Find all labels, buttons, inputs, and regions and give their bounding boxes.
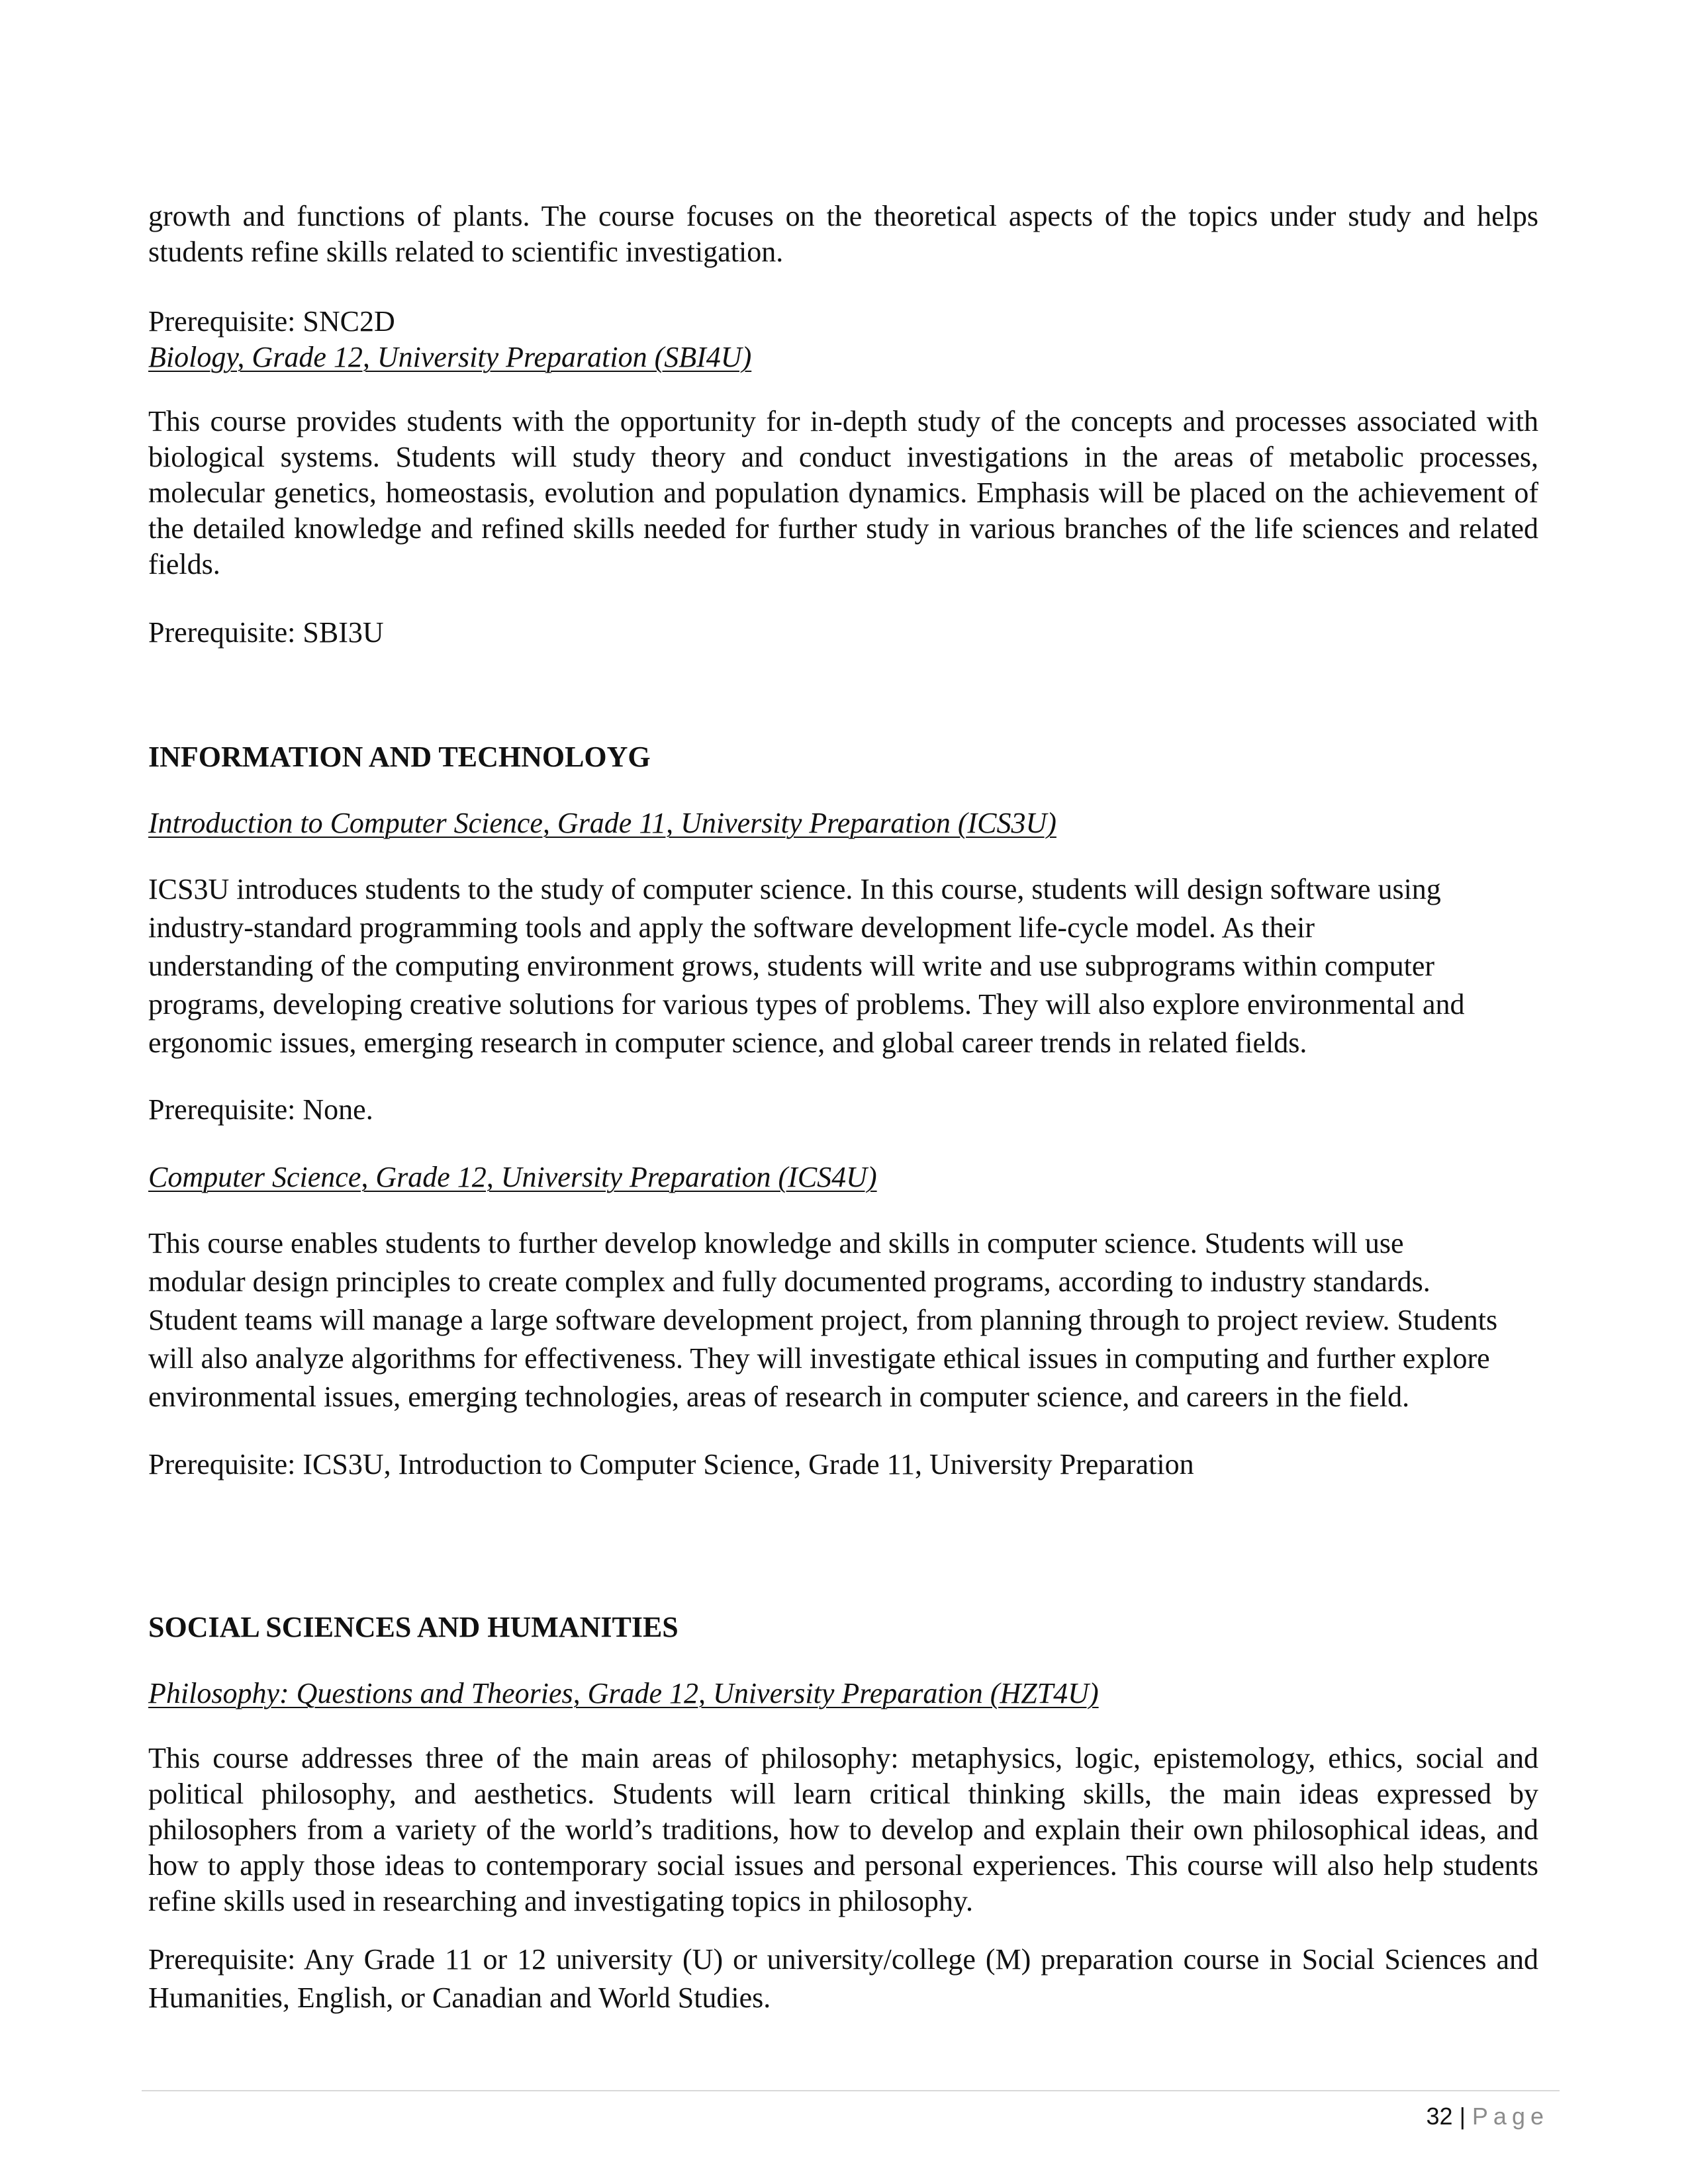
section-heading-social-sciences: SOCIAL SCIENCES AND HUMANITIES	[148, 1611, 679, 1643]
text-line: understanding of the computing environment grows, students will write and use subprograms within computer	[148, 950, 1435, 982]
text-line: environmental issues, emerging technologies, areas of research in computer science, and careers in the field.	[148, 1381, 1410, 1413]
text-line: will also analyze algorithms for effectiveness. They will investigate ethical issues in computing and further explore	[148, 1342, 1490, 1375]
paragraph-ics4u-description	[148, 1224, 1565, 1416]
text-line: programs, developing creative solutions for various types of problems. They will also explore environmental and	[148, 988, 1465, 1021]
text-line: ergonomic issues, emerging research in computer science, and global career trends in related fields.	[148, 1026, 1307, 1059]
page-number: 32	[1426, 2103, 1453, 2130]
course-title-hzt4u: Philosophy: Questions and Theories, Grade 12, University Preparation (HZT4U)	[148, 1677, 1099, 1709]
footer-divider	[142, 2090, 1560, 2091]
page-footer	[1427, 2102, 1549, 2131]
course-title-ics3u: Introduction to Computer Science, Grade 11, University Preparation (ICS3U)	[148, 807, 1056, 839]
text-line: industry-standard programming tools and apply the software development life-cycle model. As their	[148, 911, 1315, 944]
text-line: ICS3U introduces students to the study of computer science. In this course, students will design software using	[148, 873, 1441, 905]
prerequisite-sbi3u: Prerequisite: SBI3U	[148, 616, 384, 649]
text-line: Student teams will manage a large software development project, from planning through to project review. Students	[148, 1304, 1498, 1336]
paragraph-plant-course-end: growth and functions of plants. The course focuses on the theoretical aspects of the topics under study and helps students refine skills related to scientific investigation.	[148, 200, 1538, 268]
course-title-sbi4u: Biology, Grade 12, University Preparation (SBI4U)	[148, 341, 752, 373]
prerequisite-none: Prerequisite: None.	[148, 1093, 373, 1126]
paragraph-hzt4u-description: This course addresses three of the main areas of philosophy: metaphysics, logic, epistemology, ethics, social and political philosophy, and aesthetics. Students will learn critical thinking skills, the main ideas expressed by philosophers from a variety of the world’s traditions, how to develop and explain their own philosophical ideas, and how to apply those ideas to contemporary social issues and personal experiences. This course will also help students refine skills used in researching and investigating topics in philosophy.	[148, 1742, 1538, 1917]
page-label: Page	[1472, 2103, 1549, 2130]
paragraph-sbi4u-description: This course provides students with the opportunity for in-depth study of the concepts and processes associated with biological systems. Students will study theory and conduct investigations in the areas of metabolic processes, molecular genetics, homeostasis, evolution and population dynamics. Emphasis will be placed on the achievement of the detailed knowledge and refined skills needed for further study in various branches of the life sciences and related fields.	[148, 405, 1538, 580]
prerequisite-hzt4u: Prerequisite: Any Grade 11 or 12 university (U) or university/college (M) preparation course in Social Sciences and Humanities, English, or Canadian and World Studies.	[148, 1943, 1538, 2014]
footer-separator: |	[1459, 2103, 1466, 2130]
paragraph-ics3u-description	[148, 870, 1538, 1062]
text-line: modular design principles to create complex and fully documented programs, according to industry standards.	[148, 1265, 1430, 1298]
prerequisite-ics3u: Prerequisite: ICS3U, Introduction to Computer Science, Grade 11, University Preparation	[148, 1448, 1194, 1480]
section-heading-information-technology: INFORMATION AND TECHNOLOYG	[148, 741, 651, 773]
text-line: This course enables students to further develop knowledge and skills in computer science. Students will use	[148, 1227, 1404, 1259]
prerequisite-snc2d: Prerequisite: SNC2D	[148, 305, 395, 338]
course-title-ics4u: Computer Science, Grade 12, University Preparation (ICS4U)	[148, 1161, 877, 1193]
